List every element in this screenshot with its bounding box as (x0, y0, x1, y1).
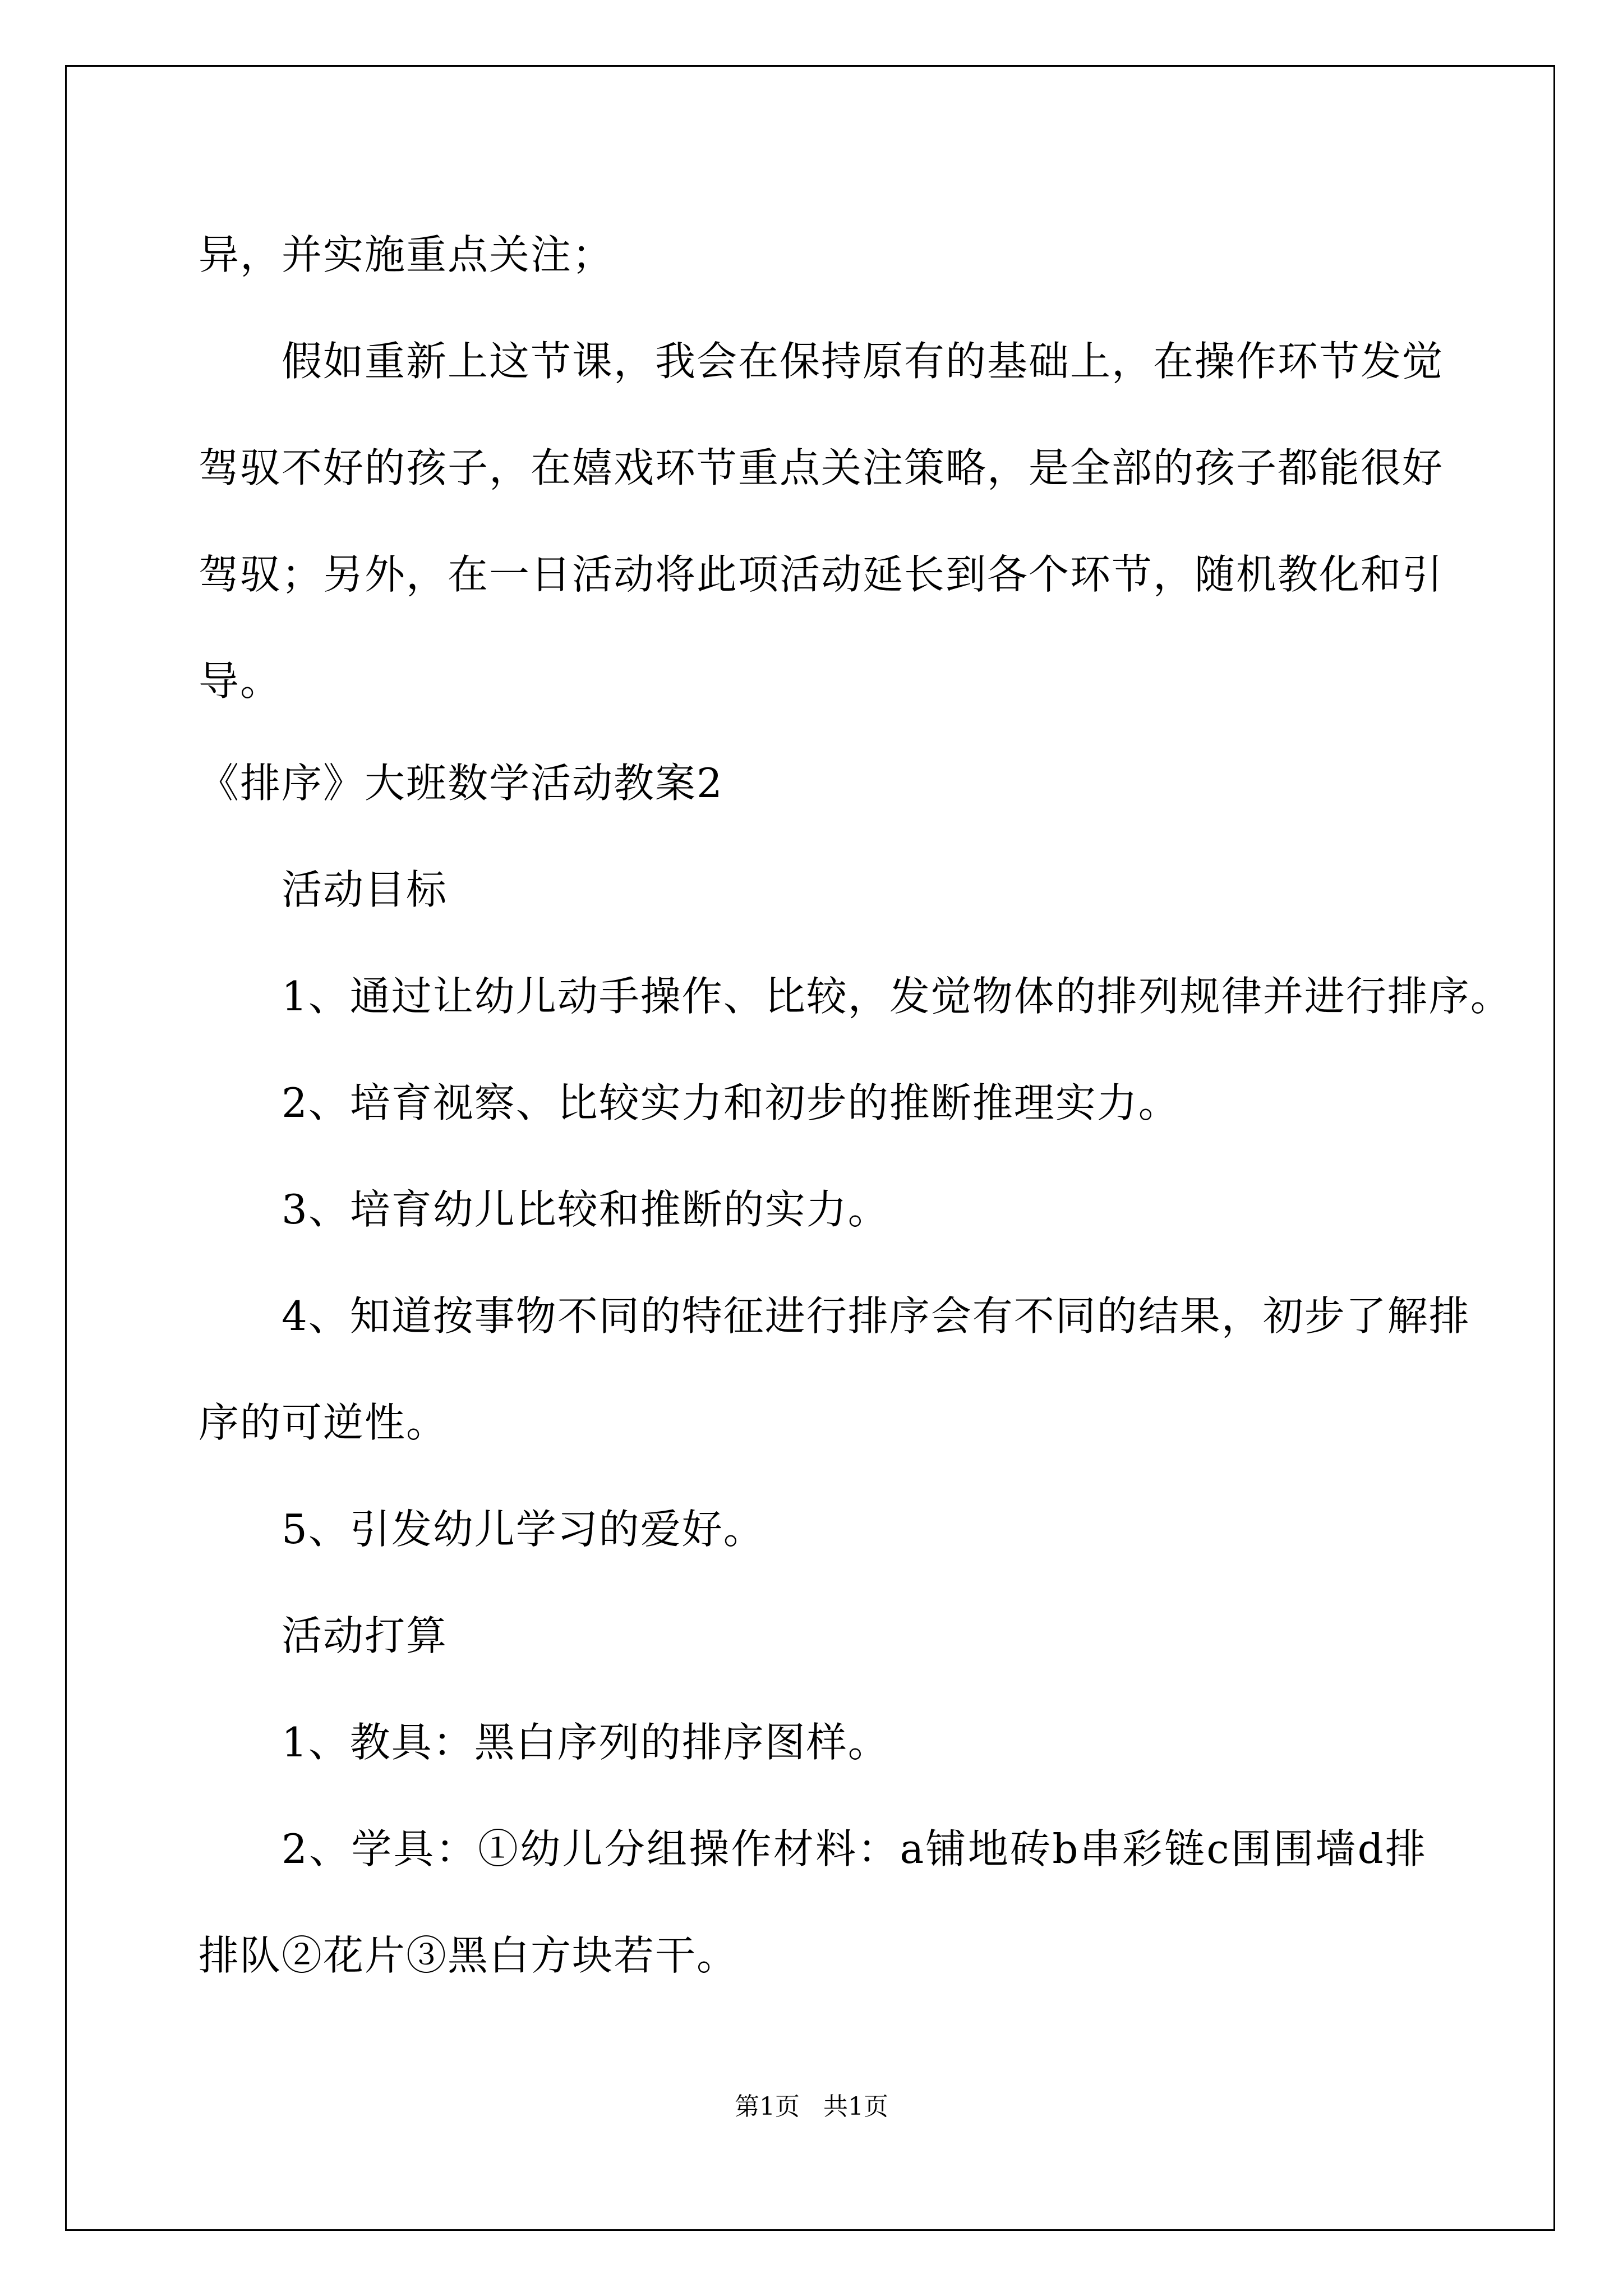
page-number: 第1页 (735, 2092, 800, 2121)
paragraph-line: 异，并实施重点关注； (199, 231, 614, 278)
list-item: 5、引发幼儿学习的爱好。 (282, 1506, 765, 1553)
list-item-continuation: 排队②花片③黑白方块若干。 (199, 1932, 739, 1979)
list-item: 4、知道按事物不同的特征进行排序会有不同的结果，初步了解排 (282, 1292, 1470, 1340)
subsection-heading: 活动目标 (282, 866, 448, 913)
list-item-continuation: 序的可逆性。 (199, 1399, 448, 1446)
page-border (65, 65, 1555, 2231)
list-item: 1、通过让幼儿动手操作、比较，发觉物体的排列规律并进行排序。 (282, 973, 1512, 1020)
paragraph-line: 假如重新上这节课，我会在保持原有的基础上，在操作环节发觉 (282, 338, 1444, 385)
page-footer (0, 2090, 1623, 2124)
list-item: 2、培育视察、比较实力和初步的推断推理实力。 (282, 1079, 1180, 1126)
section-title: 《排序》大班数学活动教案2 (199, 760, 723, 807)
subsection-heading: 活动打算 (282, 1612, 448, 1659)
paragraph-line: 驾驭；另外，在一日活动将此项活动延长到各个环节，随机教化和引 (199, 551, 1444, 598)
list-item: 1、教具：黑白序列的排序图样。 (282, 1719, 889, 1766)
list-item: 2、学具：①幼儿分组操作材料：a铺地砖b串彩链c围围墙d排 (282, 1825, 1427, 1872)
paragraph-line: 驾驭不好的孩子，在嬉戏环节重点关注策略，是全部的孩子都能很好 (199, 444, 1444, 491)
list-item: 3、培育幼儿比较和推断的实力。 (282, 1186, 889, 1233)
paragraph-line: 导。 (199, 657, 282, 705)
page-total: 共1页 (823, 2092, 888, 2121)
